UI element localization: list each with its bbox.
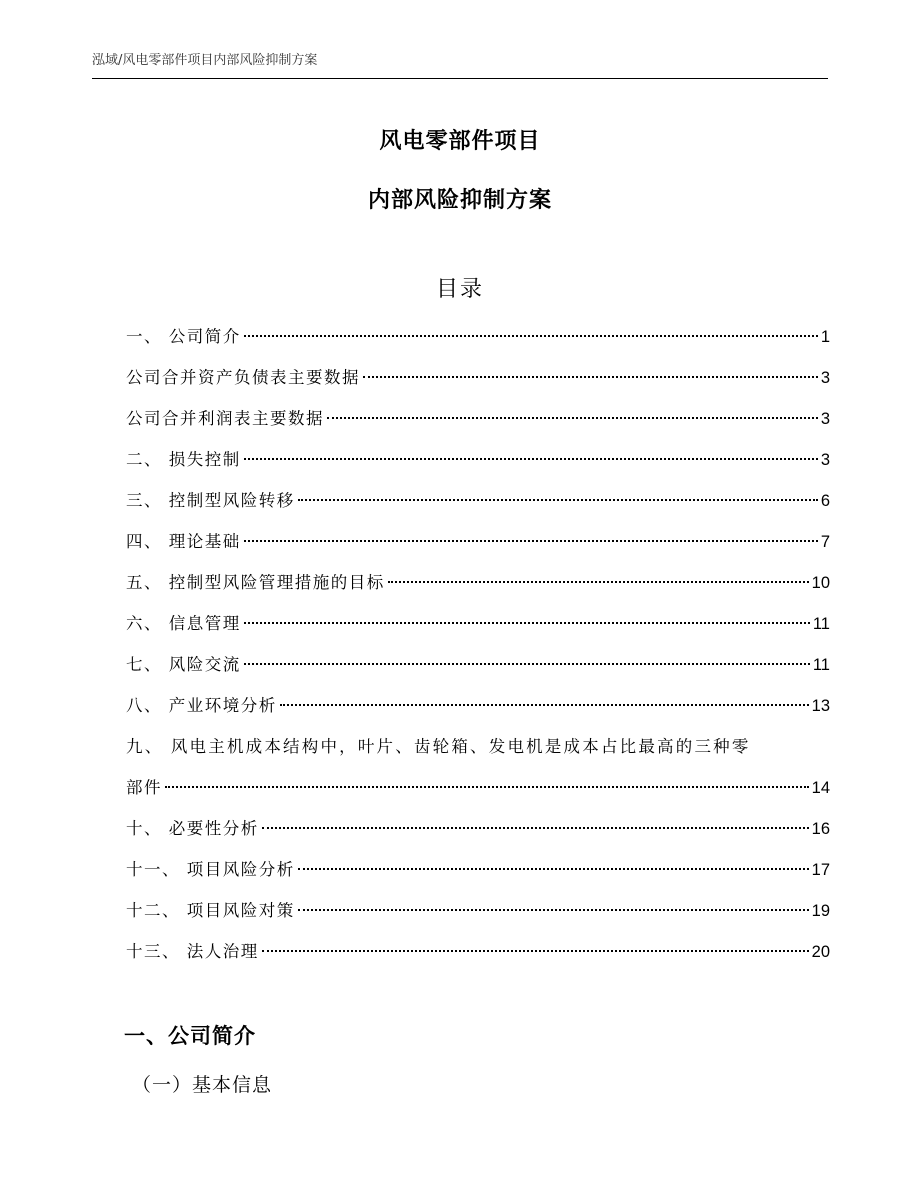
toc-entry-page: 3: [820, 369, 830, 387]
toc-entry[interactable]: [126, 648, 830, 689]
toc-entry-continuation[interactable]: [126, 771, 830, 812]
toc-entry-page: 11: [812, 656, 830, 674]
toc-entry[interactable]: [126, 484, 830, 525]
toc-entry-label: 六、 信息管理: [126, 614, 241, 633]
toc-entry-page: 16: [811, 820, 830, 838]
toc-entry-page: 11: [812, 615, 830, 633]
toc-entry-page: 6: [820, 492, 830, 510]
toc-leader-dots: [298, 499, 818, 501]
toc-entry-label: 四、 理论基础: [126, 532, 241, 551]
toc-leader-dots: [262, 950, 809, 952]
toc-entry[interactable]: [126, 853, 830, 894]
toc-entry-page: 19: [811, 902, 830, 920]
toc-entry-label: 十、 必要性分析: [126, 819, 259, 838]
toc-entry-page: 3: [820, 451, 830, 469]
toc-entry-label: 二、 损失控制: [126, 450, 241, 469]
toc-entry-label: 九、 风电主机成本结构中，叶片、齿轮箱、发电机是成本占比最高的三种零: [126, 737, 751, 756]
toc-entry[interactable]: [126, 320, 830, 361]
toc-entry-page: 3: [820, 410, 830, 428]
toc-entry[interactable]: [126, 525, 830, 566]
toc-leader-dots: [244, 540, 818, 542]
toc-entry[interactable]: [126, 894, 830, 935]
toc-leader-dots: [244, 663, 810, 665]
toc-heading: 目录: [435, 277, 484, 302]
toc-entry[interactable]: [126, 566, 830, 607]
toc-leader-dots: [388, 581, 809, 583]
toc-entry-label: 三、 控制型风险转移: [126, 491, 295, 510]
toc-leader-dots: [244, 335, 818, 337]
toc-leader-dots: [244, 458, 818, 460]
toc-entry-page: 14: [811, 779, 830, 797]
toc-entry[interactable]: [126, 402, 830, 443]
toc-entry[interactable]: [126, 935, 830, 976]
toc-entry-page: 17: [811, 861, 830, 879]
document-title-line-1: 风电零部件项目: [379, 129, 541, 154]
toc-entry-page: 1: [820, 328, 830, 346]
toc-entry-label: 八、 产业环境分析: [126, 696, 277, 715]
section-heading: 一、公司简介: [124, 1024, 256, 1048]
toc-leader-dots: [298, 909, 809, 911]
toc-entry-label: 十三、 法人治理: [126, 942, 259, 961]
toc-entry-label: 公司合并利润表主要数据: [126, 409, 324, 428]
toc-entry-label: 十二、 项目风险对策: [126, 901, 295, 920]
toc-entry[interactable]: [126, 443, 830, 484]
toc-leader-dots: [298, 868, 809, 870]
toc-leader-dots: [280, 704, 809, 706]
toc-entry-page: 13: [811, 697, 830, 715]
toc-entry[interactable]: [126, 607, 830, 648]
toc-entry-page: 20: [811, 943, 830, 961]
document-title-line-2: 内部风险抑制方案: [367, 188, 552, 213]
toc-entry-label: 一、 公司简介: [126, 327, 241, 346]
toc-entry-page: 7: [820, 533, 830, 551]
toc-entry[interactable]: [126, 361, 830, 402]
toc-entry[interactable]: [126, 730, 830, 771]
toc-entry[interactable]: [126, 689, 830, 730]
toc-entry[interactable]: [126, 812, 830, 853]
toc-entry-label: 公司合并资产负债表主要数据: [126, 368, 360, 387]
toc-leader-dots: [244, 622, 810, 624]
toc-leader-dots: [262, 827, 809, 829]
toc-leader-dots: [165, 786, 809, 788]
table-of-contents: [126, 320, 830, 976]
toc-leader-dots: [363, 376, 818, 378]
running-header: 泓域/风电零部件项目内部风险抑制方案: [92, 52, 828, 79]
toc-entry-label: 五、 控制型风险管理措施的目标: [126, 573, 385, 592]
toc-entry-page: 10: [811, 574, 830, 592]
toc-entry-label: 部件: [126, 778, 162, 797]
toc-entry-label: 七、 风险交流: [126, 655, 241, 674]
toc-entry-label: 十一、 项目风险分析: [126, 860, 295, 879]
toc-leader-dots: [327, 417, 818, 419]
sub-heading: （一）基本信息: [132, 1074, 273, 1096]
